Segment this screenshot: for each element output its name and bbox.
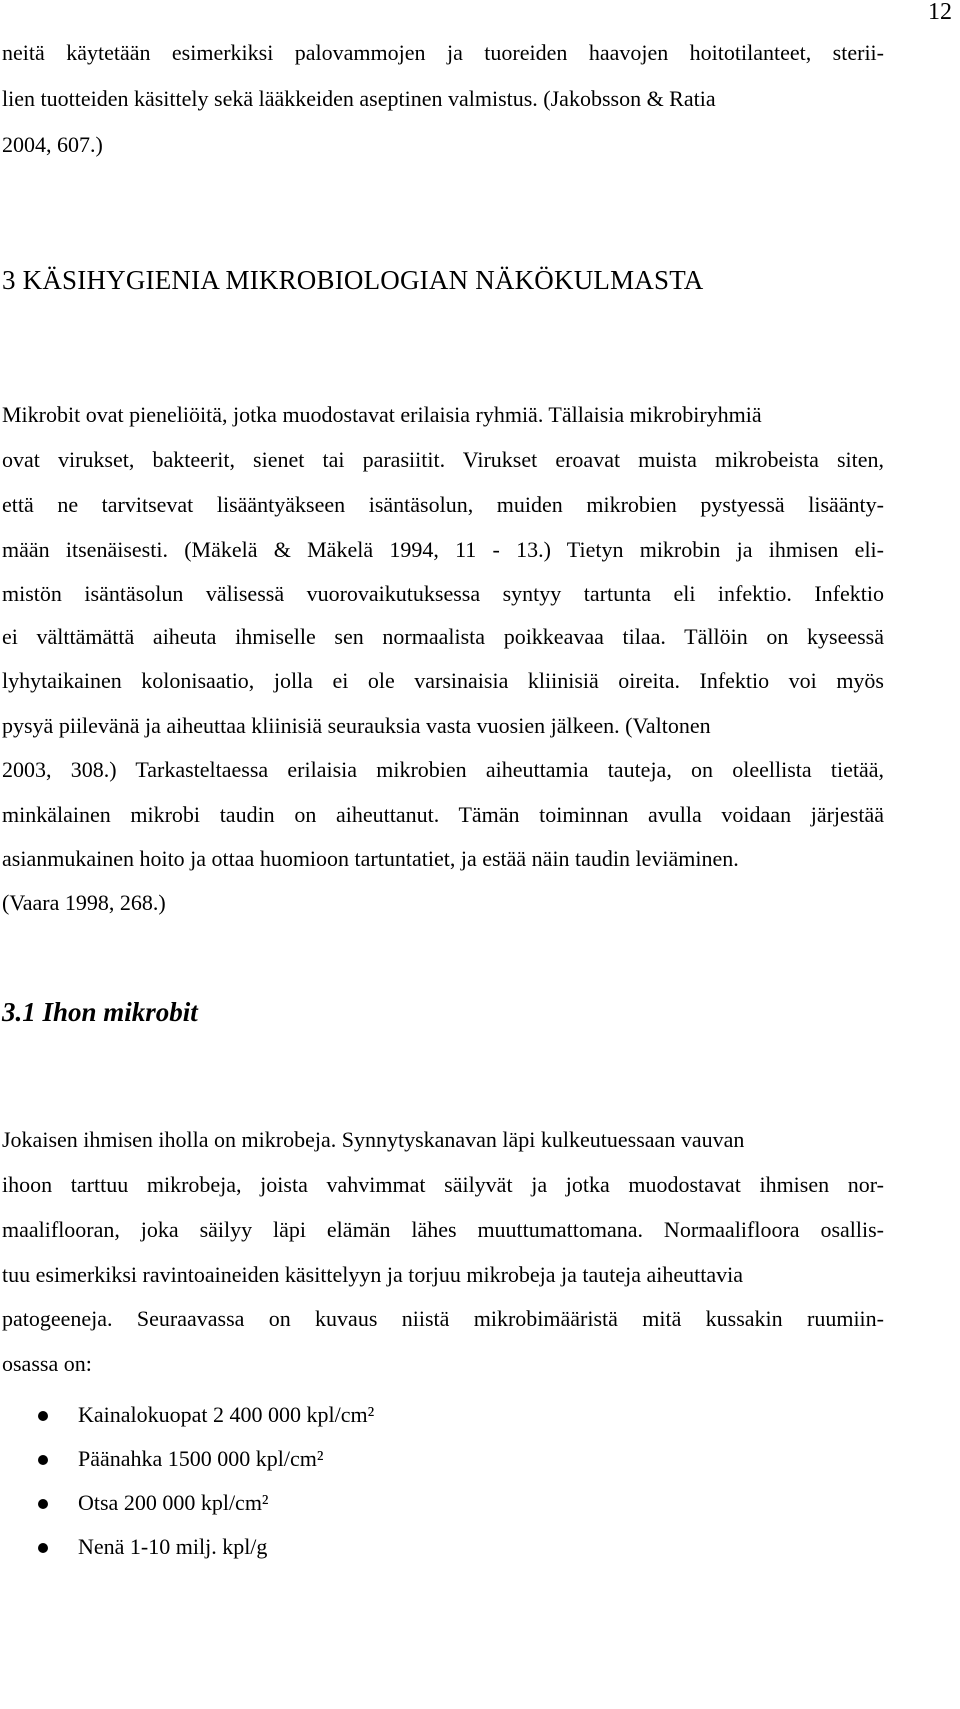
- bullet-icon: [38, 1543, 48, 1553]
- section3-line-6: ei välttämättä aiheuta ihmiselle sen normaalista poikkeavaa tilaa. Tällöin on kyseessä: [2, 624, 884, 649]
- section-3-heading: 3 KÄSIHYGIENIA MIKROBIOLOGIAN NÄKÖKULMASTA: [2, 265, 704, 295]
- section31-line-4: tuu esimerkiksi ravintoaineiden käsittelyyn ja torjuu mikrobeja ja tauteja aiheuttavia: [2, 1262, 744, 1287]
- section3-line-5: mistön isäntäsolun välisessä vuorovaikutuksessa syntyy tartunta eli infektio. Infektio: [2, 581, 884, 606]
- list-item-text: Nenä 1-10 milj. kpl/g: [78, 1534, 268, 1559]
- intro-line-3: 2004, 607.): [2, 132, 103, 157]
- section3-line-10: minkälainen mikrobi taudin on aiheuttanut. Tämän toiminnan avulla voidaan järjestää: [2, 802, 884, 827]
- section-3-1-heading: 3.1 Ihon mikrobit: [2, 997, 198, 1027]
- section3-line-12: (Vaara 1998, 268.): [2, 890, 166, 915]
- list-item-text: Kainalokuopat 2 400 000 kpl/cm²: [78, 1402, 375, 1427]
- bullet-icon: [38, 1499, 48, 1509]
- section3-line-3: että ne tarvitsevat lisääntyäkseen isäntäsolun, muiden mikrobien pystyessä lisäänty-: [2, 492, 884, 517]
- list-item-text: Päänahka 1500 000 kpl/cm²: [78, 1446, 324, 1471]
- section31-line-5: patogeeneja. Seuraavassa on kuvaus niistä mikrobimääristä mitä kussakin ruumiin-: [2, 1306, 884, 1331]
- section31-line-1: Jokaisen ihmisen iholla on mikrobeja. Synnytyskanavan läpi kulkeutuessaan vauvan: [2, 1127, 745, 1152]
- section3-line-8: pysyä piilevänä ja aiheuttaa kliinisiä seurauksia vasta vuosien jälkeen. (Valtonen: [2, 713, 711, 738]
- section3-line-9: 2003, 308.) Tarkasteltaessa erilaisia mikrobien aiheuttamia tauteja, on oleellista tietää,: [2, 757, 884, 782]
- section3-line-4: mään itsenäisesti. (Mäkelä & Mäkelä 1994, 11 - 13.) Tietyn mikrobin ja ihmisen eli-: [2, 537, 884, 562]
- section3-line-7: lyhytaikainen kolonisaatio, jolla ei ole varsinaisia kliinisiä oireita. Infektio voi myös: [2, 668, 884, 693]
- section31-line-6: osassa on:: [2, 1351, 92, 1376]
- section3-line-11: asianmukainen hoito ja ottaa huomioon tartuntatiet, ja estää näin taudin leviäminen.: [2, 846, 739, 871]
- intro-line-2: lien tuotteiden käsittely sekä lääkkeiden aseptinen valmistus. (Jakobsson & Ratia: [2, 86, 716, 111]
- section31-line-2: ihoon tarttuu mikrobeja, joista vahvimmat säilyvät ja jotka muodostavat ihmisen nor-: [2, 1172, 884, 1197]
- intro-line-1: neitä käytetään esimerkiksi palovammojen ja tuoreiden haavojen hoitotilanteet, sterii-: [2, 40, 884, 65]
- section31-line-3: maaliflooran, joka säilyy läpi elämän lähes muuttumattomana. Normaalifloora osallis-: [2, 1217, 884, 1242]
- list-item-text: Otsa 200 000 kpl/cm²: [78, 1490, 269, 1515]
- section3-line-1: Mikrobit ovat pieneliöitä, jotka muodostavat erilaisia ryhmiä. Tällaisia mikrobiryhmiä: [2, 402, 762, 427]
- section3-line-2: ovat virukset, bakteerit, sienet tai parasiitit. Virukset eroavat muista mikrobeista siten,: [2, 447, 884, 472]
- bullet-icon: [38, 1411, 48, 1421]
- bullet-icon: [38, 1455, 48, 1465]
- page-number: 12: [928, 0, 952, 25]
